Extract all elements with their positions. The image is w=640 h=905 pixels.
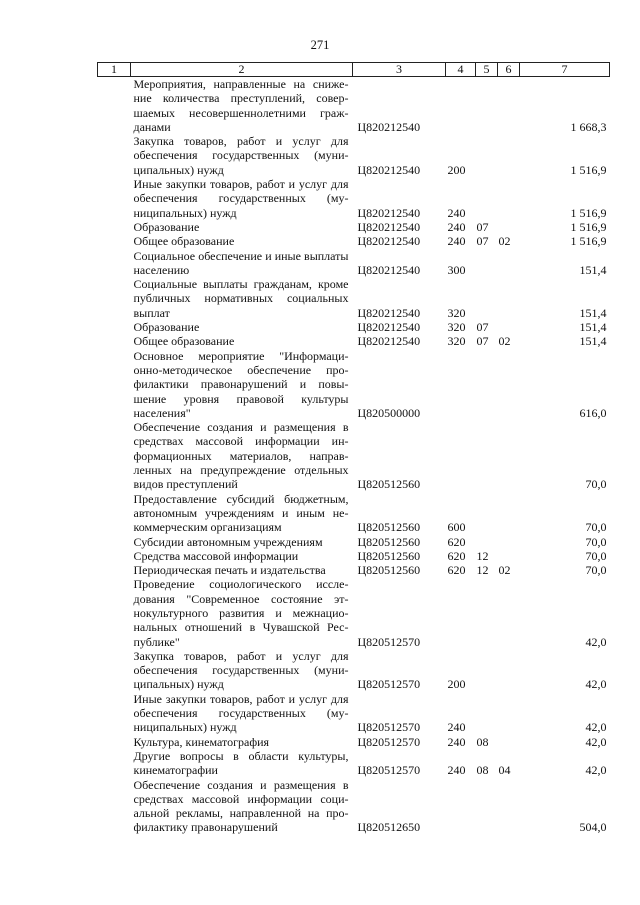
- section-code: [476, 277, 498, 320]
- row-spacer-cell: [98, 77, 131, 135]
- target-article-code: Ц820512570: [357, 763, 421, 778]
- section-code: [476, 492, 498, 535]
- subsection-code: 02: [498, 334, 511, 349]
- table-row: [98, 577, 610, 648]
- table-row: [98, 177, 610, 220]
- amount: 70,0: [585, 520, 607, 535]
- column-header: 1: [98, 63, 131, 77]
- subsection-code: [498, 177, 520, 220]
- column-header: 4: [446, 63, 476, 77]
- section-code: [476, 177, 498, 220]
- table-row: [98, 778, 610, 835]
- row-spacer-cell: [98, 549, 131, 563]
- amount: 42,0: [585, 763, 607, 778]
- expense-type-code: 240: [447, 720, 466, 735]
- column-header: 7: [520, 63, 610, 77]
- amount: 70,0: [585, 477, 607, 492]
- section-code: [476, 77, 498, 135]
- target-article-code: Ц820512560: [357, 548, 421, 563]
- subsection-code: 02: [498, 234, 511, 249]
- section-code: [476, 249, 498, 278]
- row-spacer-cell: [98, 749, 131, 778]
- item-name: Субсидии автономным учреждениям: [133, 534, 323, 549]
- column-header: 3: [353, 63, 446, 77]
- amount: 504,0: [579, 820, 607, 835]
- row-spacer-cell: [98, 420, 131, 491]
- expense-type-code: 300: [447, 262, 466, 277]
- subsection-code: [498, 492, 520, 535]
- amount: 1 516,9: [570, 219, 607, 234]
- row-spacer-cell: [98, 234, 131, 248]
- expense-type-code: 620: [447, 563, 466, 578]
- section-code: [476, 349, 498, 420]
- row-spacer-cell: [98, 778, 131, 835]
- section-code: [476, 420, 498, 491]
- expense-type-code: [446, 349, 476, 420]
- item-name: Обеспечение создания и размещения в средствах массовой информации информационных материалов, направленных на предупреждение отдельных видов преступлений: [133, 420, 349, 492]
- table-header-row: [98, 63, 610, 77]
- item-name: Предоставление субсидий бюджетным, автономным учреждениям и иным некоммерческим организациям: [133, 491, 349, 535]
- row-spacer-cell: [98, 177, 131, 220]
- subsection-code: [498, 349, 520, 420]
- subsection-code: [498, 134, 520, 177]
- table-row: [98, 549, 610, 563]
- column-header: 2: [131, 63, 353, 77]
- subsection-code: [498, 577, 520, 648]
- row-spacer-cell: [98, 577, 131, 648]
- subsection-code: [498, 277, 520, 320]
- target-article-code: Ц820212540: [357, 162, 421, 177]
- target-article-code: Ц820512570: [357, 734, 421, 749]
- expense-type-code: 620: [447, 548, 466, 563]
- item-name: Другие вопросы в области культуры, кинематографии: [133, 748, 349, 778]
- expense-type-code: 200: [447, 162, 466, 177]
- section-code: 07: [476, 320, 489, 335]
- amount: 616,0: [579, 405, 607, 420]
- expense-type-code: 320: [447, 334, 466, 349]
- target-article-code: Ц820512570: [357, 634, 421, 649]
- target-article-code: Ц820212540: [357, 334, 421, 349]
- expense-type-code: [446, 77, 476, 135]
- target-article-code: Ц820212540: [357, 320, 421, 335]
- subsection-code: [498, 549, 520, 563]
- row-spacer-cell: [98, 492, 131, 535]
- table-row: [98, 220, 610, 234]
- row-spacer-cell: [98, 334, 131, 348]
- amount: 151,4: [579, 334, 607, 349]
- expense-type-code: 240: [447, 205, 466, 220]
- row-spacer-cell: [98, 535, 131, 549]
- table-row: [98, 492, 610, 535]
- target-article-code: Ц820512560: [357, 534, 421, 549]
- table-row: [98, 77, 610, 135]
- section-code: 07: [476, 234, 489, 249]
- expense-type-code: [446, 420, 476, 491]
- target-article-code: Ц820512560: [357, 477, 421, 492]
- expense-type-code: 600: [447, 520, 466, 535]
- section-code: [476, 134, 498, 177]
- column-header: 6: [498, 63, 520, 77]
- section-code: 08: [476, 763, 489, 778]
- subsection-code: [498, 320, 520, 334]
- row-spacer-cell: [98, 563, 131, 577]
- amount: 151,4: [579, 305, 607, 320]
- target-article-code: Ц820512570: [357, 677, 421, 692]
- target-article-code: Ц820212540: [357, 262, 421, 277]
- section-code: 07: [476, 219, 489, 234]
- expense-type-code: 240: [447, 234, 466, 249]
- section-code: [476, 577, 498, 648]
- target-article-code: Ц820500000: [357, 405, 421, 420]
- item-name: Мероприятия, направленные на снижение количества преступлений, совершаемых несовершеннолетними гражданами: [133, 77, 349, 134]
- section-code: 08: [476, 734, 489, 749]
- table-row: [98, 249, 610, 278]
- table-row: [98, 320, 610, 334]
- amount: 1 668,3: [570, 119, 607, 134]
- page-number: 271: [310, 38, 330, 52]
- item-name: Социальные выплаты гражданам, кроме публичных нормативных социальных выплат: [133, 277, 349, 320]
- table-row: [98, 692, 610, 735]
- amount: 42,0: [585, 634, 607, 649]
- row-spacer-cell: [98, 692, 131, 735]
- amount: 151,4: [579, 320, 607, 335]
- table-row: [98, 563, 610, 577]
- section-code: 12: [476, 548, 489, 563]
- table-row: [98, 535, 610, 549]
- table-row: [98, 334, 610, 348]
- amount: 42,0: [585, 677, 607, 692]
- row-spacer-cell: [98, 649, 131, 692]
- amount: 1 516,9: [570, 234, 607, 249]
- expense-type-code: 240: [447, 219, 466, 234]
- expense-type-code: 320: [447, 305, 466, 320]
- row-spacer-cell: [98, 134, 131, 177]
- expense-type-code: [446, 778, 476, 835]
- row-spacer-cell: [98, 220, 131, 234]
- expense-type-code: 320: [447, 320, 466, 335]
- item-name: Обеспечение создания и размещения в средствах массовой информации социальной рекламы, направленной на профилактику правонарушений: [133, 777, 349, 835]
- table-row: [98, 735, 610, 749]
- row-spacer-cell: [98, 277, 131, 320]
- subsection-code: [498, 249, 520, 278]
- section-code: [476, 778, 498, 835]
- item-name: Периодическая печать и издательства: [133, 563, 326, 578]
- item-name: Социальное обеспечение и иные выплаты населению: [133, 248, 349, 277]
- table-row: [98, 749, 610, 778]
- subsection-code: [498, 735, 520, 749]
- item-name: Культура, кинематография: [133, 734, 270, 749]
- amount: 42,0: [585, 720, 607, 735]
- item-name: Средства массовой информации: [133, 548, 299, 563]
- item-name: Иные закупки товаров, работ и услуг для обеспечения государственных (муниципальных) нужд: [133, 691, 349, 735]
- target-article-code: Ц820212540: [357, 234, 421, 249]
- section-code: [476, 535, 498, 549]
- item-name: Образование: [133, 219, 200, 234]
- item-name: Общее образование: [133, 234, 235, 249]
- amount: 42,0: [585, 734, 607, 749]
- subsection-code: [498, 220, 520, 234]
- target-article-code: Ц820212540: [357, 205, 421, 220]
- subsection-code: [498, 420, 520, 491]
- amount: 70,0: [585, 548, 607, 563]
- target-article-code: Ц820512560: [357, 520, 421, 535]
- amount: 70,0: [585, 534, 607, 549]
- target-article-code: Ц820212540: [357, 219, 421, 234]
- table-row: [98, 277, 610, 320]
- item-name: Закупка товаров, работ и услуг для обеспечения государственных (муниципальных) нужд: [133, 134, 349, 177]
- subsection-code: [498, 649, 520, 692]
- amount: 151,4: [579, 262, 607, 277]
- section-code: [476, 692, 498, 735]
- subsection-code: [498, 778, 520, 835]
- row-spacer-cell: [98, 349, 131, 420]
- target-article-code: Ц820212540: [357, 305, 421, 320]
- table-row: [98, 349, 610, 420]
- row-spacer-cell: [98, 320, 131, 334]
- expense-type-code: [446, 577, 476, 648]
- item-name: Проведение социологического исследования "Современное состояние этнокультурного развития и межнациональных отношений в Чувашской Республике": [133, 577, 349, 649]
- target-article-code: Ц820512650: [357, 820, 421, 835]
- amount: 70,0: [585, 563, 607, 578]
- subsection-code: [498, 535, 520, 549]
- amount: 1 516,9: [570, 162, 607, 177]
- target-article-code: Ц820512570: [357, 720, 421, 735]
- subsection-code: 04: [498, 763, 511, 778]
- column-header: 5: [476, 63, 498, 77]
- subsection-code: [498, 77, 520, 135]
- table-row: [98, 649, 610, 692]
- section-code: 07: [476, 334, 489, 349]
- section-code: 12: [476, 563, 489, 578]
- amount: 1 516,9: [570, 205, 607, 220]
- target-article-code: Ц820212540: [357, 119, 421, 134]
- budget-table: [97, 62, 610, 835]
- row-spacer-cell: [98, 249, 131, 278]
- item-name: Основное мероприятие "Информационно-методическое обеспечение профилактики правонарушений и повышение уровня правовой культуры населения": [133, 348, 349, 420]
- item-name: Образование: [133, 320, 200, 335]
- expense-type-code: 200: [447, 677, 466, 692]
- table-row: [98, 134, 610, 177]
- subsection-code: [498, 692, 520, 735]
- expense-type-code: 620: [447, 534, 466, 549]
- section-code: [476, 649, 498, 692]
- row-spacer-cell: [98, 735, 131, 749]
- item-name: Общее образование: [133, 334, 235, 349]
- item-name: Закупка товаров, работ и услуг для обеспечения государственных (муниципальных) нужд: [133, 648, 349, 692]
- item-name: Иные закупки товаров, работ и услуг для обеспечения государственных (муниципальных) нужд: [133, 177, 349, 220]
- table-row: [98, 234, 610, 248]
- expense-type-code: 240: [447, 763, 466, 778]
- subsection-code: 02: [498, 563, 511, 578]
- table-row: [98, 420, 610, 491]
- expense-type-code: 240: [447, 734, 466, 749]
- target-article-code: Ц820512560: [357, 563, 421, 578]
